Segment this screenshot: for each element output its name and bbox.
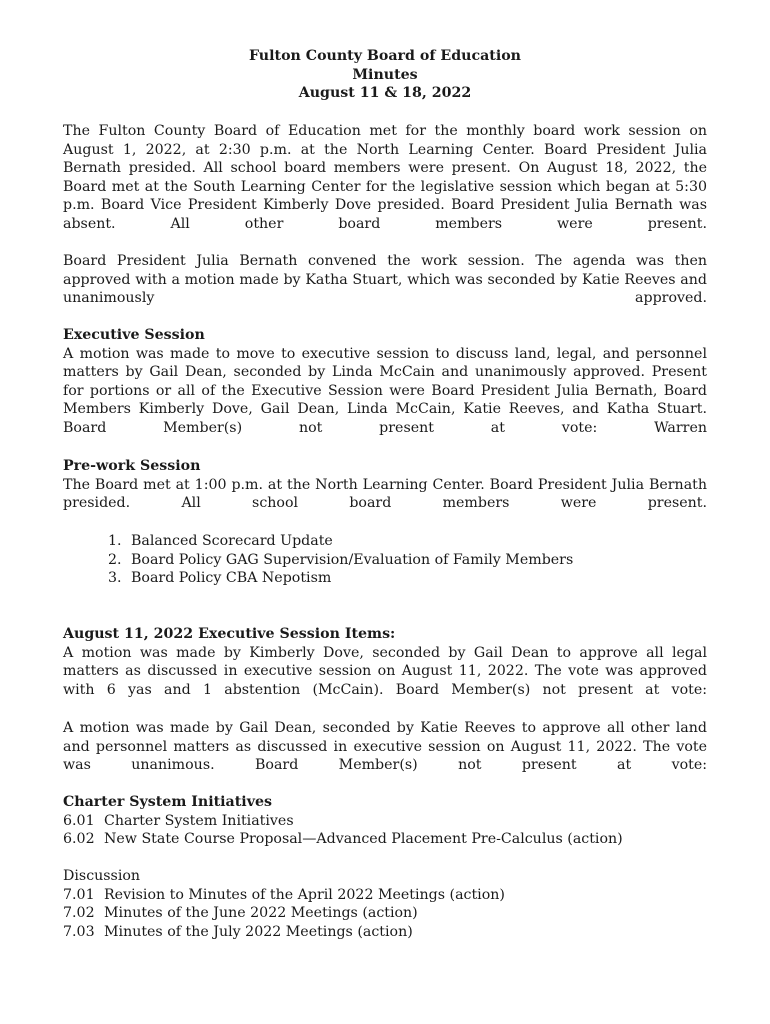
item-text: New State Course Proposal—Advanced Placement Pre-Calculus (action) [104,831,623,848]
document-type: Minutes [352,66,418,83]
item-text: Revision to Minutes of the April 2022 Meetings (action) [104,886,505,903]
list-item [63,923,707,942]
item-text: Minutes of the July 2022 Meetings (action) [104,923,413,940]
list-item [63,830,707,849]
board-title: Fulton County Board of Education [248,48,521,64]
pre-work-text: The Board met at 1:00 p.m. at the North Learning Center. Board President Julia Bernath presided. All school board members were present. [63,476,707,512]
item-text: Charter System Initiatives [104,812,294,829]
list-number: 1. [108,533,122,549]
discussion-heading: Discussion [63,868,141,884]
list-item [63,886,707,905]
charter-section [63,793,707,849]
item-code: 7.03 [63,923,95,940]
aug11-heading: August 11, 2022 Executive Session Items: [63,626,396,642]
convened-paragraph: Board President Julia Bernath convened the work session. The agenda was then approved with a motion made by Katha Stuart, which was seconded by Katie Reeves and unanimously approved. [63,253,707,307]
list-text: Board Policy GAG Supervision/Evaluation of Family Members [131,551,574,568]
charter-heading: Charter System Initiatives [63,794,272,810]
executive-session-section [63,326,707,438]
list-text: Board Policy CBA Nepotism [131,570,332,587]
item-code: 7.01 [63,886,95,903]
item-code: 6.02 [63,831,95,848]
meeting-dates: August 11 & 18, 2022 [298,85,472,101]
list-item [63,812,707,831]
list-number: 2. [108,551,122,568]
item-code: 7.02 [63,905,95,922]
item-code: 6.01 [63,812,95,829]
executive-session-text: A motion was made to move to executive session to discuss land, legal, and personnel matters by Gail Dean, seconded by Linda McCain and unanimously approved. Present for portions or all of the Executive Session were Board President Julia Bernath, Board Members Kimberly Dove, Gail Dean, Linda McCain, Katie Reeves, and Katha Stuart. Board Member(s) not present at vote: Warren [63,345,707,436]
pre-work-section [63,457,707,513]
pre-work-heading: Pre-work Session [63,458,201,474]
list-item [63,904,707,923]
list-item [108,532,573,551]
intro-paragraph: The Fulton County Board of Education met for the monthly board work session on August 1, 2022, at 2:30 p.m. at the North Learning Center. Board President Julia Bernath presided. All school board members were present. On August 18, 2022, the Board met at the South Learning Center for the legislative session which began at 5:30 p.m. Board Vice President Kimberly Dove presided. Board President Julia Bernath was absent. All other board members were present. [63,123,707,232]
aug11-section [63,625,707,700]
aug11-motion-2: A motion was made by Gail Dean, seconded by Katie Reeves to approve all other land and personnel matters as discussed in executive session on August 11, 2022. The vote was unanimous. Board Member(s) not present at vote: [63,720,707,774]
list-item [108,551,573,570]
executive-session-heading: Executive Session [63,327,205,343]
list-text: Balanced Scorecard Update [131,533,333,549]
pre-work-list [108,532,573,588]
discussion-section [63,867,707,941]
aug11-motion-1: A motion was made by Kimberly Dove, seconded by Gail Dean to approve all legal matters as discussed in executive session on August 11, 2022. The vote was approved with 6 yas and 1 abstention (McCain). Board Member(s) not present at vote: [63,644,707,698]
document-header [0,47,770,103]
list-number: 3. [108,570,122,587]
item-text: Minutes of the June 2022 Meetings (action) [104,905,418,922]
list-item [108,569,573,588]
